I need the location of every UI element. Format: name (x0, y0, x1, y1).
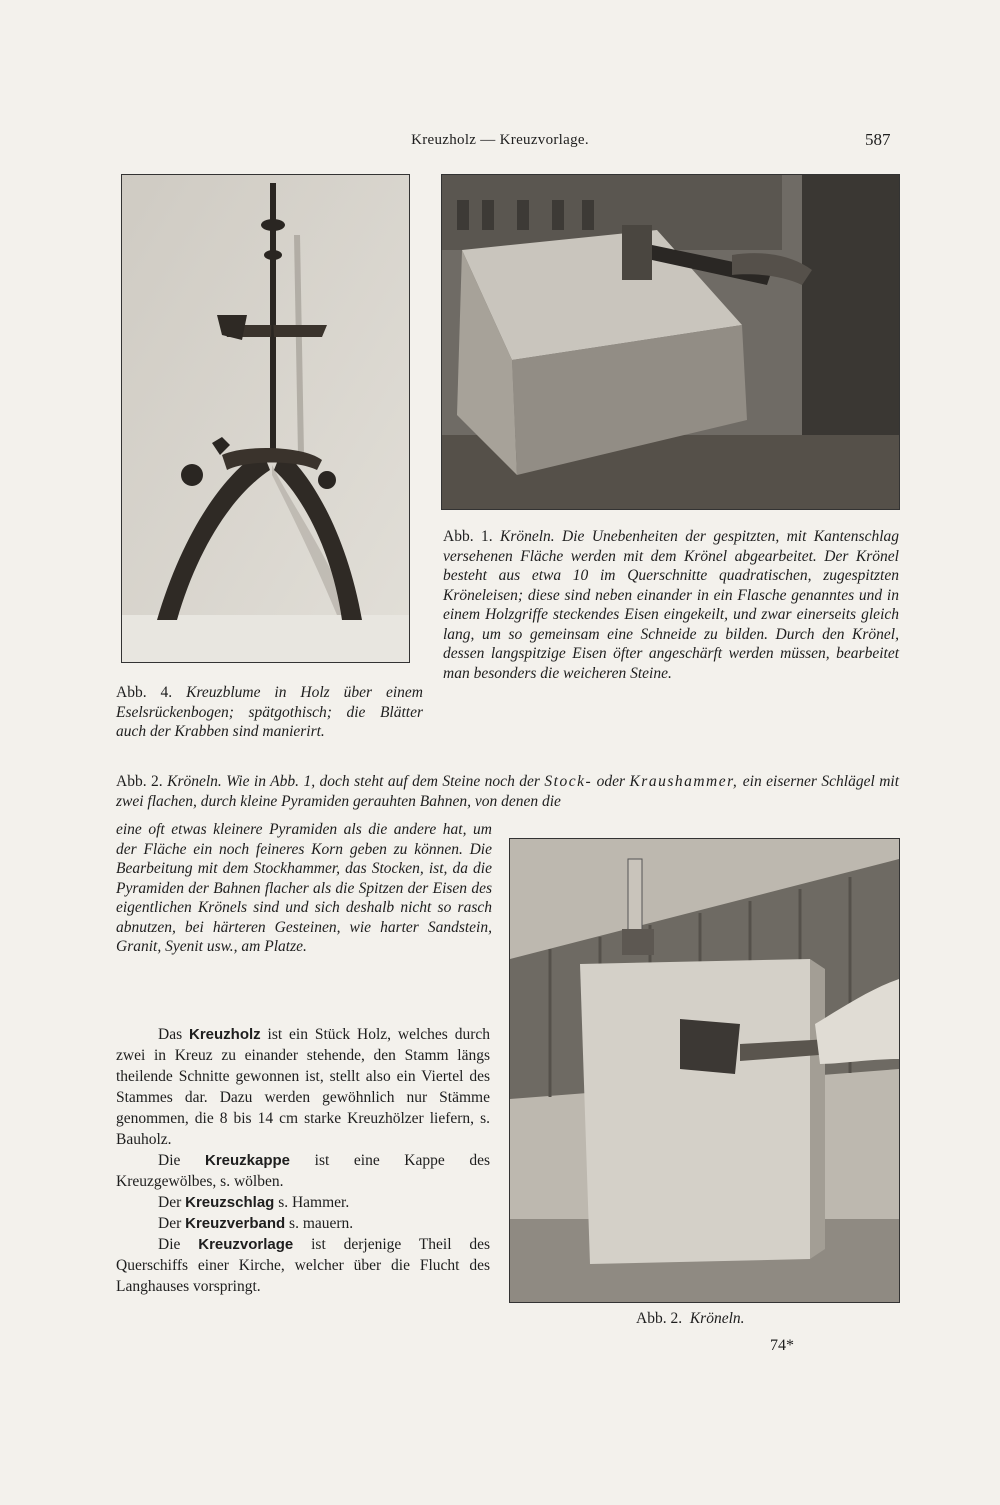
term-kreuzholz: Kreuzholz (188, 1026, 261, 1043)
entry-kreuzholz: Das Kreuzholz ist ein Stück Holz, welches durch zwei in Kreuz zu einander stehende, den Stamm längs theilende Schnitte gewonnen ist, stellt also ein Viertel des Stammes dar. Dazu werden gewöhnlich nur Stämme genommen, die 8 bis 14 cm starke Kreuzhölzer liefern, s. Bauholz. (116, 1026, 490, 1148)
entry-kreuzvorlage: Die Kreuzvorlage ist derjenige Theil des Querschiffs einer Kirche, welcher über die Flucht des Langhauses vorspringt. (116, 1236, 491, 1295)
caption-abb1 (443, 527, 899, 683)
entry-kreuzkappe: Die Kreuzkappe ist eine Kappe des Kreuzgewölbes, s. wölben. (116, 1152, 491, 1190)
entry-kreuzverband: Der Kreuzverband s. mauern. (158, 1215, 354, 1232)
caption-abb4 (116, 683, 423, 742)
caption-abb2-part2: oder (596, 773, 625, 790)
caption-abb2-label: Abb. 2. (116, 773, 163, 790)
figure-kreuzblume-photo (121, 174, 410, 663)
caption-abb2-short-label: Abb. 2. (636, 1310, 683, 1327)
term-kreuzvorlage: Kreuzvorlage (198, 1236, 294, 1253)
caption-abb4-label: Abb. 4. (116, 684, 173, 701)
caption-abb2-short (636, 1309, 836, 1329)
figure-kroeneln-2-photo (509, 838, 900, 1303)
page-number: 587 (865, 130, 891, 149)
caption-abb1-text: Kröneln. Die Unebenheiten der gespitzten, mit Kantenschlag versehenen Fläche werden mit dem Krönel abgearbeitet. Der Krönel besteht aus etwa 10 im Querschnitte quadratischen, zugespitzten Kröneleisen; diese sind neben einander in ein Flasche genanntes und in einem Holzgriffe steckendes Eisen eingekeilt, und zwar einerseits gleich lang, um so gemeinsam eine Schneide zu bilden. Durch den Krönel, dessen langspitzige Eisen öfter angeschärft werden müssen, bearbeitet man besonders die weicheren Steine. (443, 528, 900, 682)
caption-abb1-label: Abb. 1. (443, 528, 493, 545)
caption-abb2 (116, 772, 899, 811)
caption-abb2-term-kraus: Kraushammer, (629, 773, 739, 790)
caption-abb2-term-stock: Stock- (544, 773, 593, 790)
lexicon-entries (116, 1024, 490, 1297)
caption-abb2-short-text: Kröneln. (689, 1310, 745, 1327)
caption-abb2-part1: Kröneln. Wie in Abb. 1, doch steht auf dem Steine noch der (167, 773, 540, 790)
term-kreuzschlag: Kreuzschlag (185, 1194, 275, 1211)
signature-mark: 74* (770, 1337, 794, 1354)
caption-abb2-part3: ein eiserner Schlägel mit zwei flachen, durch kleine Pyramiden gerauhten Bahnen, von denen die (116, 773, 900, 810)
running-head: Kreuzholz — Kreuzvorlage. (411, 132, 589, 148)
caption-abb2-continued: eine oft etwas kleinere Pyramiden als die andere hat, um der Fläche ein noch feineres Korn geben zu können. Die Bearbeitung mit dem Stockhammer, das Stocken, ist, da die Pyramiden der Bahnen flacher als die Spitzen der Eisen des eigentlichen Krönels sind und sich deshalb nicht so rasch abnutzen, bei härteren Gesteinen, wie harter Sandstein, Granit, Syenit usw., am Platze. (116, 821, 492, 955)
caption-abb4-text: Kreuzblume in Holz über einem Eselsrückenbogen; spätgothisch; die Blätter auch der Krabben sind manierirt. (116, 684, 423, 740)
figure-kroeneln-1-photo (441, 174, 900, 510)
term-kreuzkappe: Kreuzkappe (205, 1152, 291, 1169)
entry-kreuzschlag: Der Kreuzschlag s. Hammer. (158, 1194, 350, 1211)
term-kreuzverband: Kreuzverband (185, 1215, 286, 1232)
